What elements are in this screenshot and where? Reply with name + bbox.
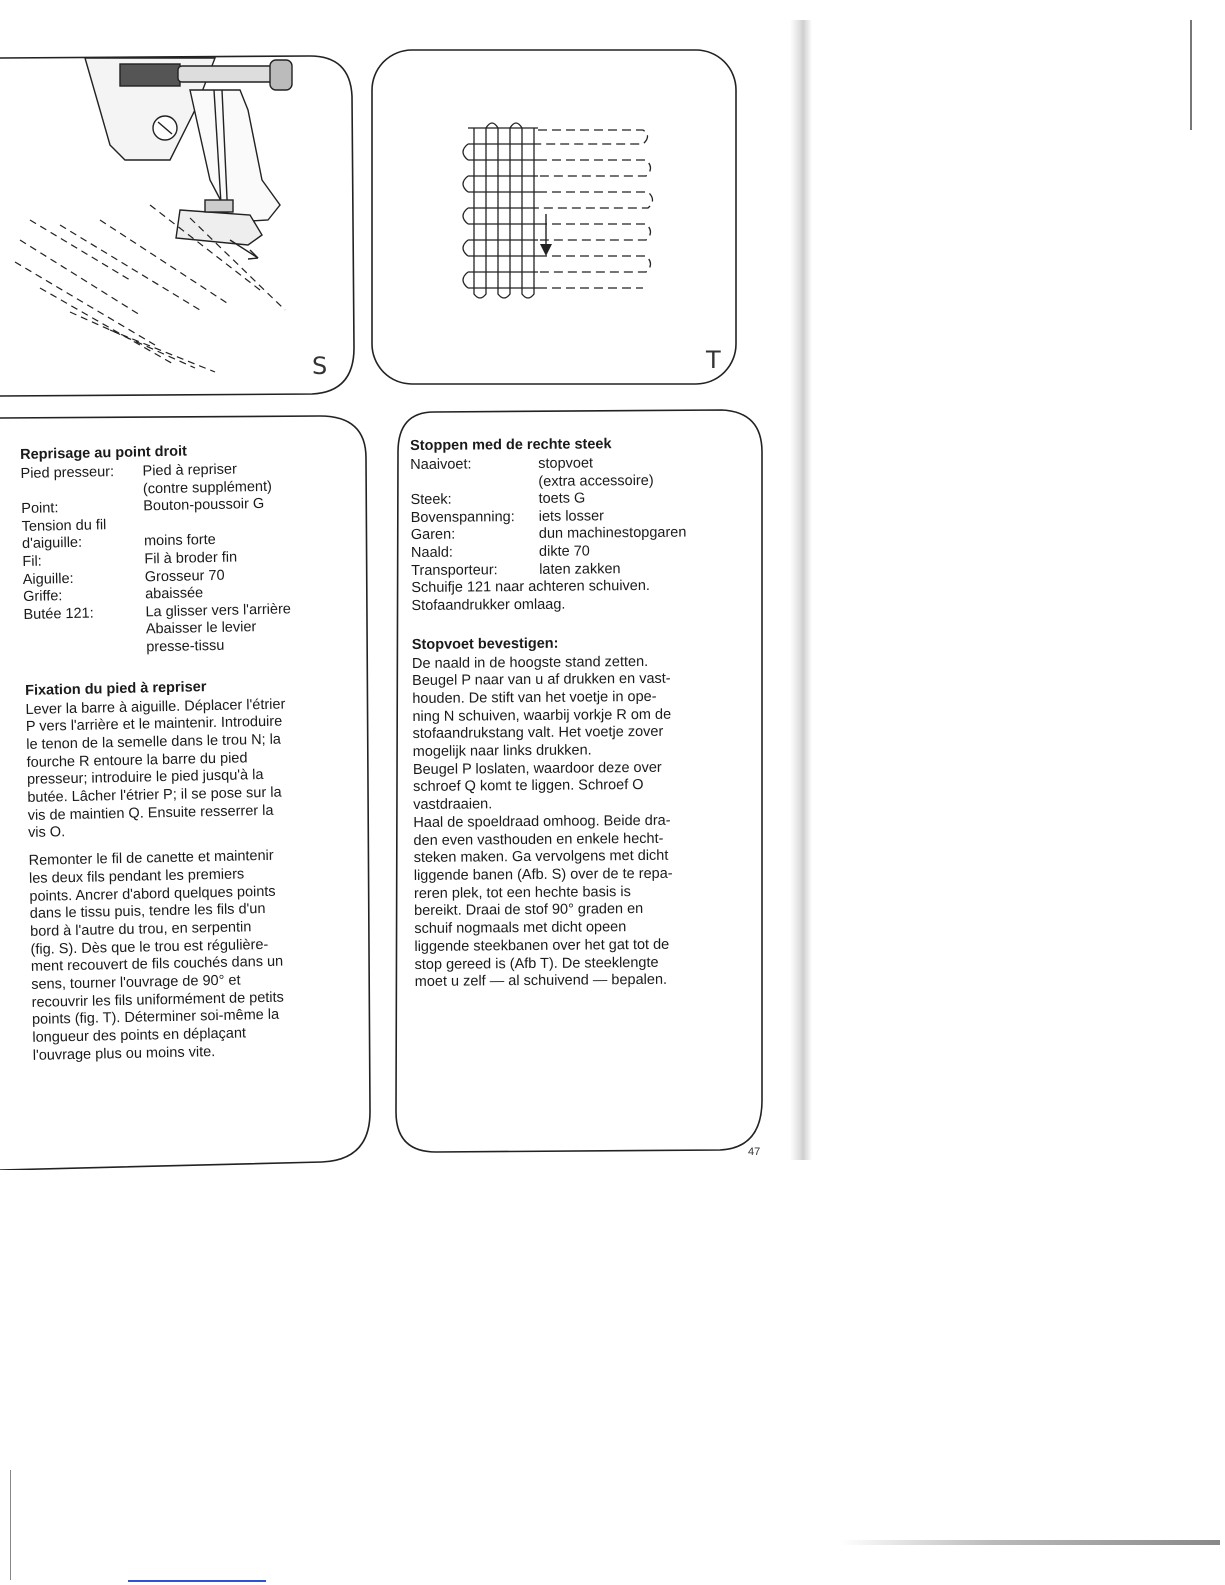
spec-label: Point: [21,500,59,518]
spec-label: Pied presseur: [20,464,115,482]
spec-value: iets losser [538,508,605,525]
figure-s-illustration [0,30,360,410]
spec-label: Fil: [22,553,42,570]
spec-value: Bouton-poussoir G [143,496,265,515]
dutch-title: Stoppen med de rechte steek [410,436,612,454]
spec-label: Steek: [410,491,452,509]
french-paragraph-1: Lever la barre à aiguille. Déplacer l'étrier P vers l'arrière et le maintenir. Introduire le tenon de la semelle dans le trou N; la fourche R entoure la barre du pied presseur; introduire le pied jusqu'à la butée. Lâcher l'étrier P; il se pose sur la vis de maintien Q. Ensuite resserrer la vis O. [25,696,286,842]
scan-edge-mark [1190,20,1192,130]
figure-t-panel [368,44,743,394]
spec-value: abaissée [144,585,204,603]
spec-label: Garen: [410,526,456,544]
dutch-line-2: Stofaandrukker omlaag. [411,596,566,614]
spec-value: moins forte [143,516,216,550]
spec-label: Butée 121: [23,605,94,623]
spec-label: Naald: [410,544,454,561]
scan-edge-mark [10,1470,11,1580]
page-number: 47 [748,1146,761,1158]
spec-label: Griffe: [22,588,63,606]
spec-value: toets G [538,490,586,508]
dutch-paragraph: De naald in de hoogste stand zetten. Beugel P naar van u af drukken en vast- houden. De stift van het voetje in ope- ning N schuiven, waarbij vorkje R om de stofaandrukstang valt. Het voetje zover mogelijk naar links drukken. Beugel P loslaten, waardoor deze over schroef Q komt te liggen. Schroef O vastdraaien. Haal de spoeldraad omhoog. Beide dra- den even vasthouden en enkele hecht- steken maken. Ga vervolgens met dicht liggende banen (Afb. S) over de te repa- reren plek, tot een hechte basis is bereikt. Draai de stof 90° graden en schuif nogmaals met dicht opeen liggende steekbanen over het gat tot de stop gereed is (Afb T). De steeklengte moet u zelf — al schuivend — bepalen. [411,653,673,991]
spec-value: stopvoet (extra accessoire) [538,455,654,490]
figure-s-label: S [312,352,328,380]
scan-binding-shadow [790,20,812,1160]
spec-label: Transporteur: [411,561,498,579]
french-spec-list [20,459,354,659]
spec-label: Tension du fil d'aiguille: [21,516,107,553]
spec-value: laten zakken [539,560,621,578]
french-paragraph-2: Remonter le fil de canette et maintenir les deux fils pendant les premiers points. Ancrer d'abord quelques points dans le tissu puis, tendre les fils d'un bord à l'autre du trou, en serpentin (fig. S). Dès que le trou est régulière- ment recouvert de fils couchés dans un sens, tourner l'ouvrage de 90° et recouvrir les fils uniformément de petits points (fig. T). Déterminer soi-même la longueur des points en déplaçant l'ouvrage plus ou moins vite. [28,847,285,1064]
spec-value: dun machinestopgaren [538,524,687,543]
french-section-title: Fixation du pied à repriser [24,678,207,699]
dutch-line-1: Schuifje 121 naar achteren schuiven. [411,578,650,597]
dutch-instructions [410,434,745,992]
spec-label: Aiguille: [22,570,74,588]
spec-value: Pied à repriser (contre supplément) [142,461,273,498]
scan-edge-mark [128,1580,266,1582]
spec-label: Bovenspanning: [410,508,515,526]
spec-value: Fil à broder fin [144,549,238,568]
spec-value: La glisser vers l'arrière Abaisser le levier presse-tissu [145,601,292,656]
scan-edge-mark [840,1540,1220,1545]
dutch-section-title: Stopvoet bevestigen: [411,635,559,653]
french-title: Reprisage au point droit [20,443,188,463]
dutch-spec-list [410,454,741,580]
spec-value: dikte 70 [538,543,590,560]
spec-value: Grosseur 70 [144,567,225,585]
spec-label: Naaivoet: [410,456,472,473]
figure-t-label: T [706,346,721,374]
figure-s-panel [0,30,360,410]
french-instructions [20,439,363,1065]
figure-t-illustration [368,44,743,394]
